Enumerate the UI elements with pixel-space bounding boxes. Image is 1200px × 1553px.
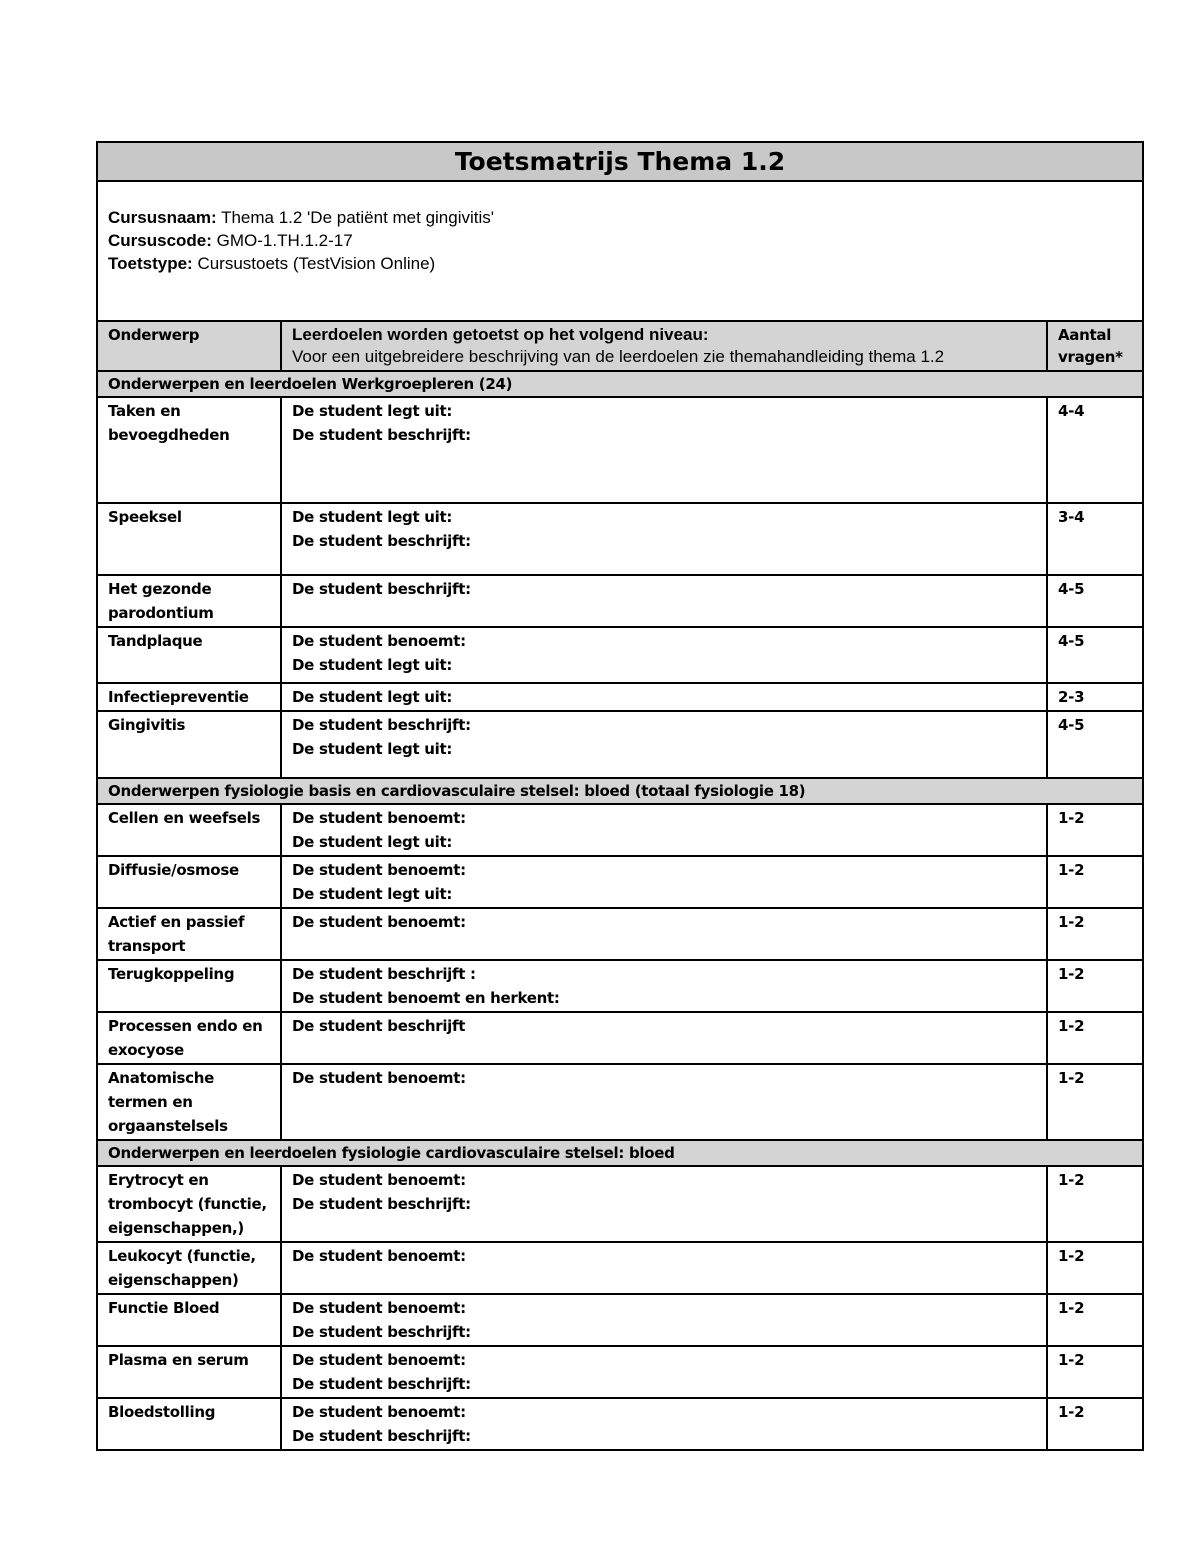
- goal-line: De student legt uit:: [292, 885, 453, 903]
- goals-cell: [281, 856, 1047, 908]
- goals-cell: [281, 503, 1047, 575]
- page-title: Toetsmatrijs Thema 1.2: [97, 142, 1143, 181]
- topic-cell: Diffusie/osmose: [97, 856, 281, 908]
- question-count-cell: 1-2: [1047, 1346, 1143, 1398]
- topic-cell: Cellen en weefsels: [97, 804, 281, 856]
- question-count-cell: 4-5: [1047, 711, 1143, 778]
- goal-line: De student beschrijft :: [292, 965, 476, 983]
- section-row: [97, 778, 1143, 804]
- course-name-line: [108, 206, 1132, 229]
- topic-cell: Processen endo en exocyose: [97, 1012, 281, 1064]
- goal-line: De student beschrijft: [292, 1017, 466, 1035]
- goals-cell: [281, 397, 1047, 503]
- question-count-cell: 1-2: [1047, 1166, 1143, 1242]
- table-row: [97, 575, 1143, 627]
- topic-cell: Erytrocyt en trombocyt (functie, eigenschappen,): [97, 1166, 281, 1242]
- goals-cell: [281, 1242, 1047, 1294]
- goals-cell: [281, 1012, 1047, 1064]
- table-row: [97, 683, 1143, 711]
- section-title: Onderwerpen en leerdoelen fysiologie cardiovasculaire stelsel: bloed: [97, 1140, 1143, 1166]
- goal-line: De student benoemt en herkent:: [292, 989, 560, 1007]
- section-title: Onderwerpen en leerdoelen Werkgroepleren (24): [97, 371, 1143, 397]
- goals-cell: [281, 1346, 1047, 1398]
- table-row: [97, 1166, 1143, 1242]
- topic-cell: Gingivitis: [97, 711, 281, 778]
- table-row: [97, 1346, 1143, 1398]
- topic-cell: Plasma en serum: [97, 1346, 281, 1398]
- question-count-cell: 1-2: [1047, 1242, 1143, 1294]
- goals-cell: [281, 1166, 1047, 1242]
- course-code-line: [108, 229, 1132, 252]
- table-row: [97, 804, 1143, 856]
- topic-cell: Actief en passief transport: [97, 908, 281, 960]
- table-row: [97, 1012, 1143, 1064]
- question-count-cell: 4-4: [1047, 397, 1143, 503]
- goals-cell: [281, 575, 1047, 627]
- title-row: [97, 142, 1143, 181]
- goals-cell: [281, 627, 1047, 683]
- table-row: [97, 856, 1143, 908]
- section-title: Onderwerpen fysiologie basis en cardiovasculaire stelsel: bloed (totaal fysiologie 18): [97, 778, 1143, 804]
- column-header-row: [97, 321, 1143, 371]
- question-count-cell: 1-2: [1047, 1064, 1143, 1140]
- table-row: [97, 627, 1143, 683]
- goal-line: De student beschrijft:: [292, 1427, 471, 1445]
- topic-cell: Bloedstolling: [97, 1398, 281, 1450]
- question-count-cell: 1-2: [1047, 1294, 1143, 1346]
- table-row: [97, 1064, 1143, 1140]
- header-topic: Onderwerp: [97, 321, 281, 371]
- section-row: [97, 1140, 1143, 1166]
- header-goals: [281, 321, 1047, 371]
- table-row: [97, 711, 1143, 778]
- test-type-value: Cursustoets (TestVision Online): [197, 254, 436, 273]
- goal-line: De student benoemt:: [292, 1247, 466, 1265]
- table-row: [97, 908, 1143, 960]
- question-count-cell: 1-2: [1047, 856, 1143, 908]
- topic-cell: Anatomische termen en orgaanstelsels: [97, 1064, 281, 1140]
- topic-cell: Terugkoppeling: [97, 960, 281, 1012]
- matrix-body: [97, 142, 1143, 1450]
- header-goals-subtitle: Voor een uitgebreidere beschrijving van de leerdoelen zie themahandleiding thema 1.2: [292, 347, 945, 366]
- course-name-label: Cursusnaam:: [108, 208, 217, 227]
- goal-line: De student beschrijft:: [292, 716, 471, 734]
- goal-line: De student benoemt:: [292, 1351, 466, 1369]
- header-count-line1: Aantal: [1058, 326, 1112, 344]
- goal-line: De student benoemt:: [292, 1069, 466, 1087]
- topic-cell: Het gezonde parodontium: [97, 575, 281, 627]
- question-count-cell: 1-2: [1047, 960, 1143, 1012]
- goal-line: De student benoemt:: [292, 1299, 466, 1317]
- question-count-cell: 1-2: [1047, 908, 1143, 960]
- goal-line: De student benoemt:: [292, 632, 466, 650]
- question-count-cell: 1-2: [1047, 804, 1143, 856]
- goal-line: De student legt uit:: [292, 833, 453, 851]
- table-row: [97, 1398, 1143, 1450]
- goal-line: De student beschrijft:: [292, 1195, 471, 1213]
- table-row: [97, 1242, 1143, 1294]
- topic-cell: Infectiepreventie: [97, 683, 281, 711]
- header-count: [1047, 321, 1143, 371]
- goal-line: De student legt uit:: [292, 688, 453, 706]
- goal-line: De student benoemt:: [292, 809, 466, 827]
- topic-cell: Leukocyt (functie, eigenschappen): [97, 1242, 281, 1294]
- course-info: [97, 181, 1143, 321]
- goal-line: De student benoemt:: [292, 913, 466, 931]
- goals-cell: [281, 908, 1047, 960]
- goal-line: De student benoemt:: [292, 1403, 466, 1421]
- test-type-label: Toetstype:: [108, 254, 193, 273]
- course-code-label: Cursuscode:: [108, 231, 212, 250]
- section-row: [97, 371, 1143, 397]
- goal-line: De student legt uit:: [292, 656, 453, 674]
- goal-line: De student benoemt:: [292, 861, 466, 879]
- question-count-cell: 4-5: [1047, 575, 1143, 627]
- question-count-cell: 1-2: [1047, 1012, 1143, 1064]
- goals-cell: [281, 711, 1047, 778]
- test-matrix-table: [96, 141, 1144, 1451]
- info-row: [97, 181, 1143, 321]
- table-row: [97, 1294, 1143, 1346]
- goals-cell: [281, 1064, 1047, 1140]
- goal-line: De student benoemt:: [292, 1171, 466, 1189]
- goal-line: De student legt uit:: [292, 402, 453, 420]
- question-count-cell: 3-4: [1047, 503, 1143, 575]
- topic-cell: Functie Bloed: [97, 1294, 281, 1346]
- course-code-value: GMO-1.TH.1.2-17: [216, 231, 353, 250]
- goal-line: De student beschrijft:: [292, 1323, 471, 1341]
- topic-cell: Taken en bevoegdheden: [97, 397, 281, 503]
- goals-cell: [281, 960, 1047, 1012]
- goal-line: De student beschrijft:: [292, 532, 471, 550]
- table-row: [97, 397, 1143, 503]
- goal-line: De student beschrijft:: [292, 426, 471, 444]
- test-type-line: [108, 252, 1132, 275]
- question-count-cell: 4-5: [1047, 627, 1143, 683]
- table-row: [97, 960, 1143, 1012]
- goal-line: De student beschrijft:: [292, 580, 471, 598]
- question-count-cell: 1-2: [1047, 1398, 1143, 1450]
- topic-cell: Tandplaque: [97, 627, 281, 683]
- goals-cell: [281, 683, 1047, 711]
- header-goals-title: Leerdoelen worden getoetst op het volgend niveau:: [292, 325, 709, 344]
- table-row: [97, 503, 1143, 575]
- goals-cell: [281, 804, 1047, 856]
- topic-cell: Speeksel: [97, 503, 281, 575]
- question-count-cell: 2-3: [1047, 683, 1143, 711]
- goals-cell: [281, 1398, 1047, 1450]
- course-name-value: Thema 1.2 'De patiënt met gingivitis': [221, 208, 495, 227]
- goals-cell: [281, 1294, 1047, 1346]
- header-count-line2: vragen*: [1058, 348, 1123, 366]
- goal-line: De student legt uit:: [292, 508, 453, 526]
- goal-line: De student legt uit:: [292, 740, 453, 758]
- goal-line: De student beschrijft:: [292, 1375, 471, 1393]
